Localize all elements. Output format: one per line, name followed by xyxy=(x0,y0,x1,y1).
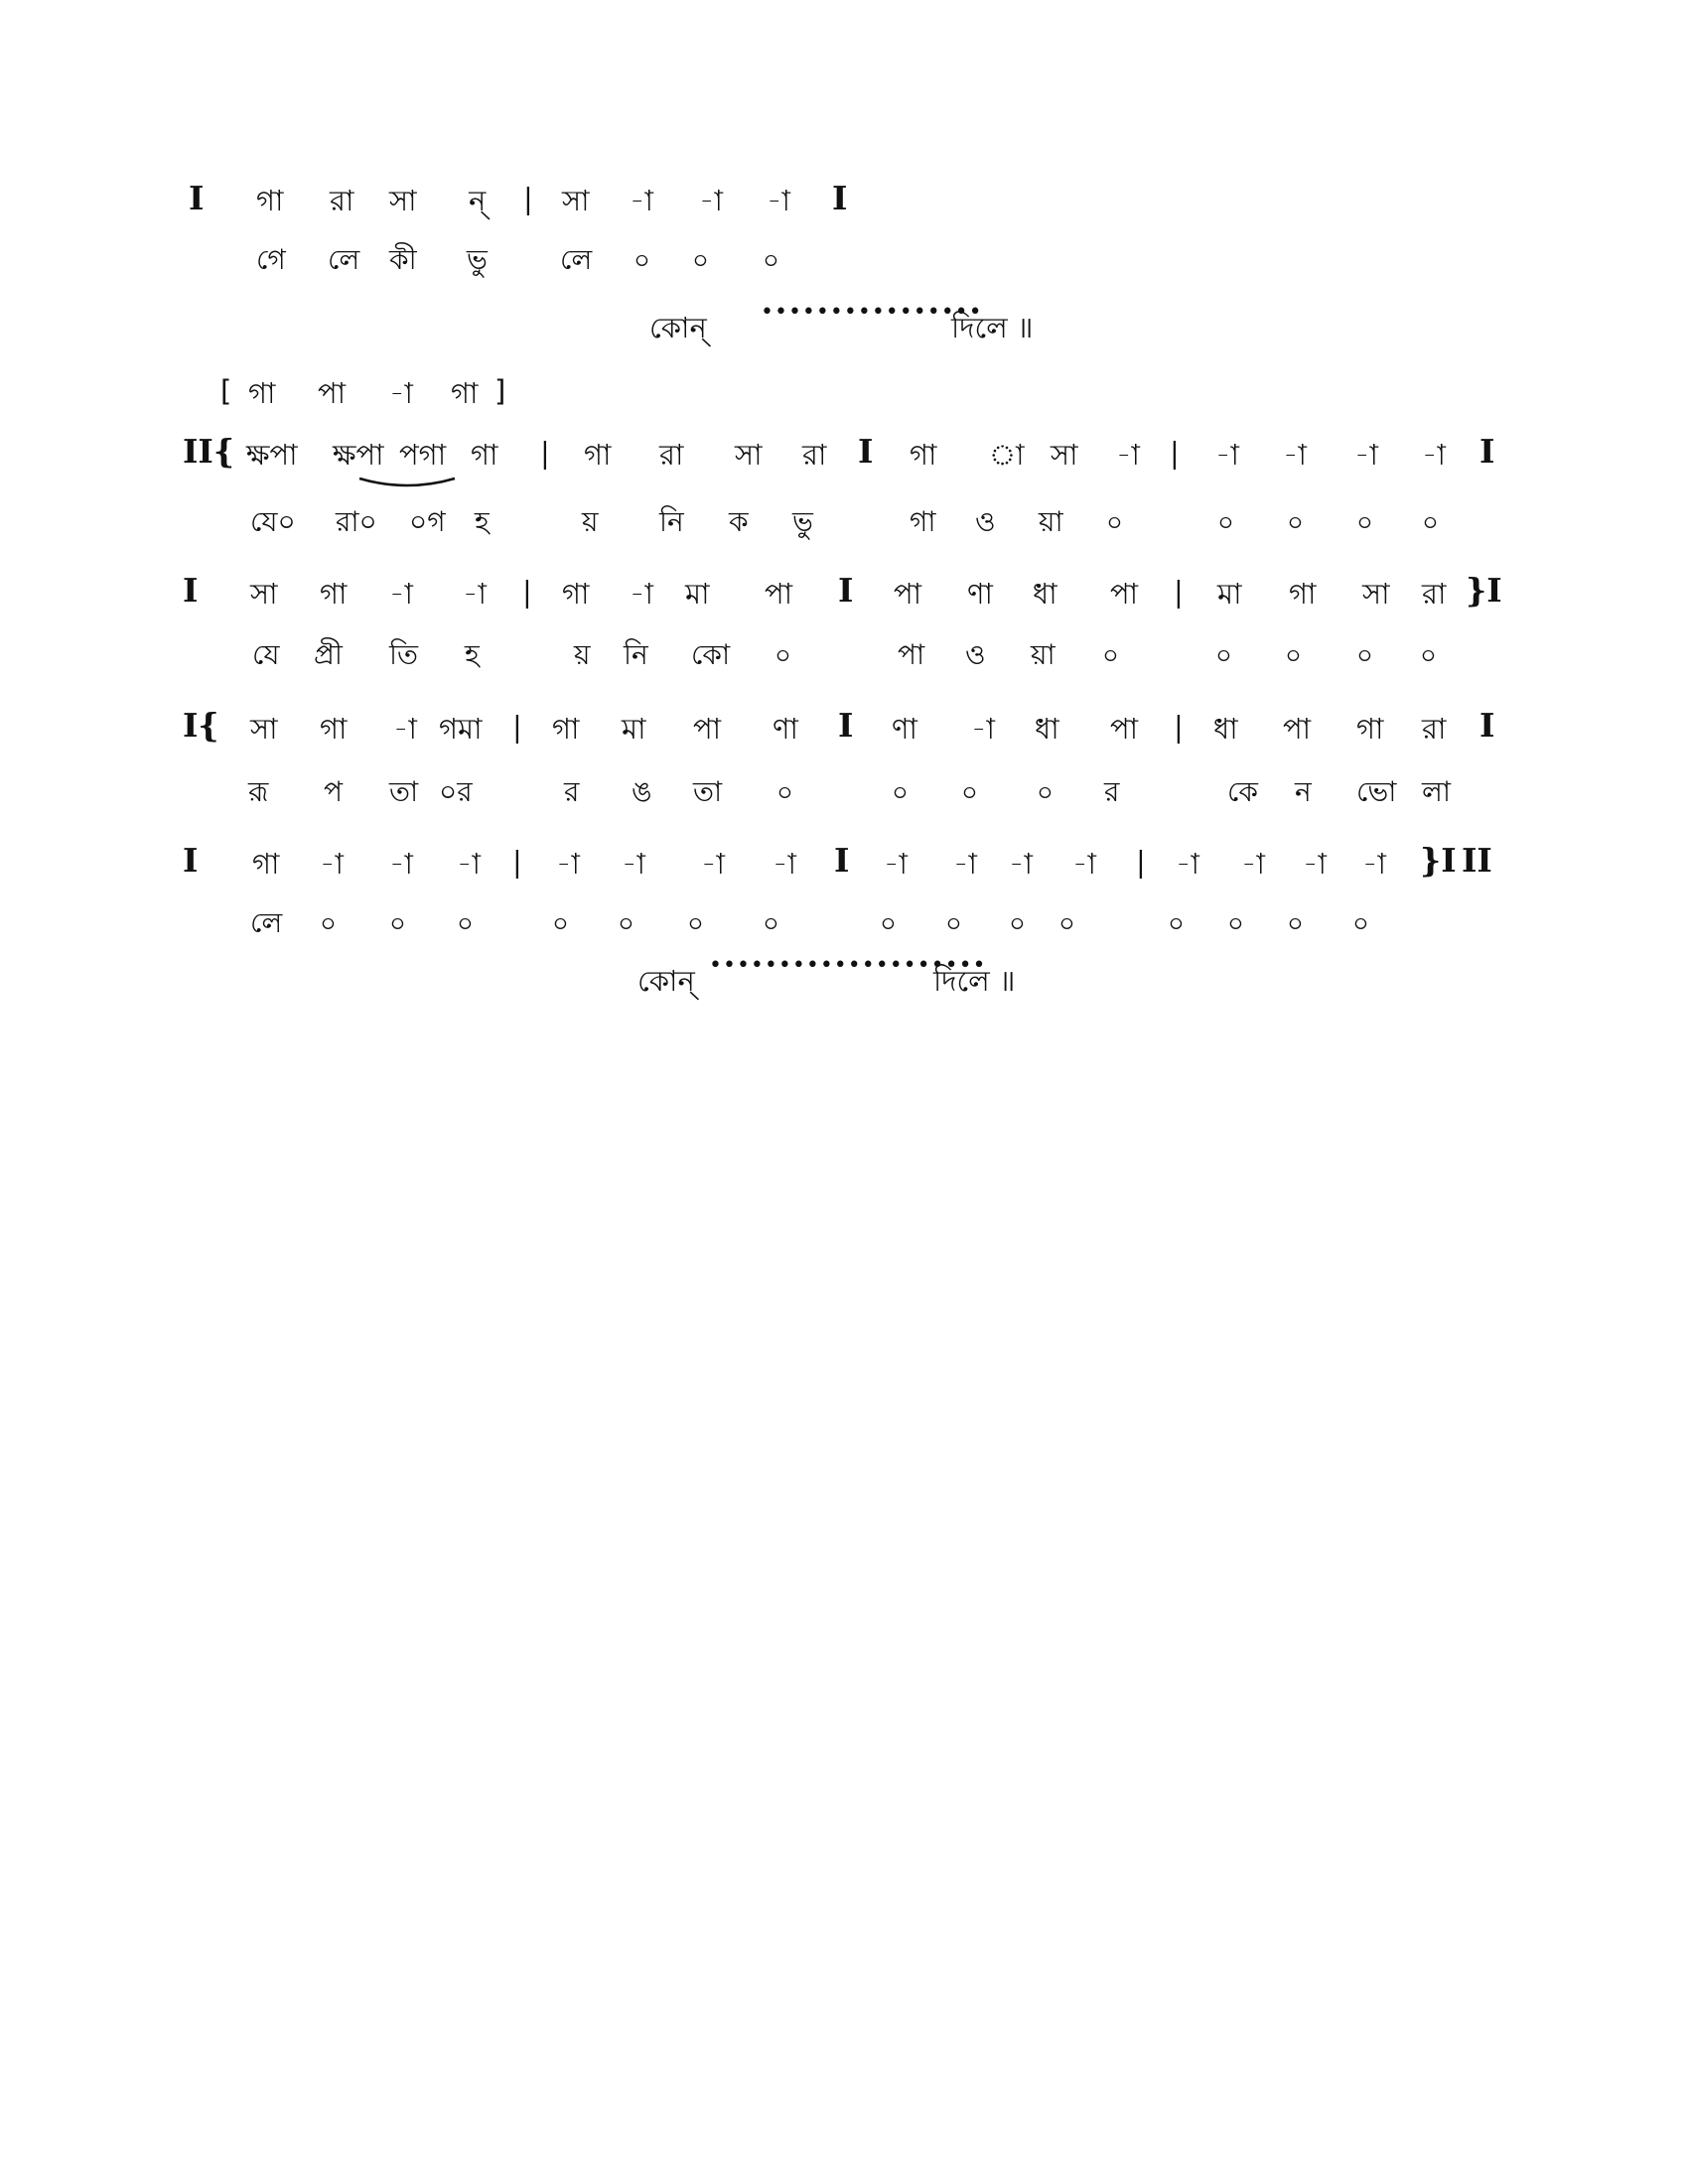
note: া xyxy=(989,438,1025,472)
note: সা xyxy=(1362,577,1390,611)
note: ধা xyxy=(1033,577,1057,611)
note: সা xyxy=(250,577,278,611)
lyric-syllable: তা xyxy=(693,775,723,808)
bar-mid: I xyxy=(838,571,854,610)
note: পা xyxy=(693,712,722,746)
note: পা xyxy=(1110,577,1139,611)
rest-mark: ০ xyxy=(880,909,897,939)
note: মা xyxy=(685,577,710,611)
beat-bar: | xyxy=(1170,436,1180,470)
note: -া xyxy=(556,847,580,881)
note: -া xyxy=(1362,847,1386,881)
note: পা xyxy=(765,577,793,611)
note: গা xyxy=(256,184,284,217)
refrain-end: দিলে ॥ xyxy=(951,311,1034,344)
note: গা xyxy=(1356,712,1384,746)
bar-start: I xyxy=(183,571,199,610)
refrain-dots: •••••••••••••••• xyxy=(761,300,983,325)
note: -া xyxy=(1422,438,1446,472)
bracket-open: [ xyxy=(220,374,232,408)
lyric-syllable: প xyxy=(324,775,344,808)
beat-bar: | xyxy=(522,575,532,609)
note: -া xyxy=(953,847,977,881)
note: পা xyxy=(318,376,347,410)
lyric-syllable: ভু xyxy=(467,243,488,276)
bar-end: I xyxy=(832,179,848,217)
refrain-start: কোন্ xyxy=(649,311,707,344)
note: গা xyxy=(320,712,348,746)
lyric-syllable: লে xyxy=(250,906,283,939)
note: মা xyxy=(622,712,646,746)
lyric-syllable: নি xyxy=(624,638,648,671)
lyric-syllable: হ xyxy=(465,638,480,671)
refrain-start: কোন্ xyxy=(637,964,695,998)
rest-mark: ০ xyxy=(763,909,779,939)
rest-mark: ০ xyxy=(1215,641,1232,671)
rest-mark: ০ xyxy=(1287,508,1304,538)
beat-bar: | xyxy=(540,436,550,470)
note: -া xyxy=(773,847,796,881)
note: -া xyxy=(1072,847,1096,881)
note: ণা xyxy=(892,712,917,746)
note: -া xyxy=(767,184,790,217)
rest-mark: ০ xyxy=(892,778,909,808)
rest-mark: ০ xyxy=(552,909,569,939)
note: গা xyxy=(910,438,937,472)
lyric-syllable: ০গ xyxy=(409,505,446,538)
bar-repeat-start: I{ xyxy=(183,706,219,745)
lyric-syllable: ক xyxy=(729,505,749,538)
note: গা xyxy=(562,577,590,611)
rest-mark: ০ xyxy=(774,641,791,671)
rest-mark: ০ xyxy=(945,909,962,939)
rest-mark: ০ xyxy=(1356,508,1373,538)
lyric-syllable: নি xyxy=(659,505,684,538)
note: সা xyxy=(250,712,278,746)
note: রা xyxy=(1422,712,1447,746)
lyric-syllable: রূ xyxy=(248,775,269,808)
bar-start: II{ xyxy=(183,432,235,471)
lyric-syllable: র xyxy=(1104,775,1120,808)
lyric-syllable: য়া xyxy=(1039,505,1063,538)
note: -া xyxy=(701,847,725,881)
note: গা xyxy=(1289,577,1317,611)
note: -া xyxy=(389,847,413,881)
lyric-syllable: যে xyxy=(252,638,280,671)
bar-mid: I xyxy=(838,706,854,745)
note: রা xyxy=(659,438,684,472)
lyric-syllable: য় xyxy=(582,505,599,538)
note: -া xyxy=(1116,438,1140,472)
note: -া xyxy=(971,712,995,746)
rest-mark: ০ xyxy=(618,909,634,939)
lyric-syllable: ও xyxy=(965,638,986,671)
rest-mark: ০ xyxy=(687,909,704,939)
note: ণা xyxy=(773,712,798,746)
rest-mark: ০ xyxy=(763,246,779,276)
note: ক্ষপা xyxy=(246,438,298,472)
note: সা xyxy=(389,184,417,217)
rest-mark: ০ xyxy=(1285,641,1302,671)
refrain-end: দিলে ॥ xyxy=(933,964,1016,998)
lyric-syllable: গে xyxy=(256,243,286,276)
beat-bar: | xyxy=(1136,845,1146,879)
note: ধা xyxy=(1035,712,1059,746)
bar-end: I xyxy=(1479,432,1495,471)
bar-repeat-end: }I xyxy=(1420,841,1457,880)
note: পা xyxy=(1110,712,1139,746)
rest-mark: ০ xyxy=(1287,909,1304,939)
lyric-syllable: ঙ xyxy=(632,775,652,808)
rest-mark: ০ xyxy=(1217,508,1234,538)
rest-mark: ০ xyxy=(692,246,709,276)
note: -া xyxy=(699,184,723,217)
rest-mark: ০ xyxy=(1037,778,1054,808)
note: -া xyxy=(1176,847,1199,881)
rest-mark: ০ xyxy=(776,778,793,808)
lyric-syllable: কো xyxy=(691,638,731,671)
lyric-syllable: ০র xyxy=(439,775,473,808)
bar-final: II xyxy=(1462,841,1492,880)
lyric-syllable: প্রী xyxy=(314,638,343,671)
note: রা xyxy=(802,438,827,472)
bar-start: I xyxy=(189,179,205,217)
note: গা xyxy=(451,376,479,410)
note: গা xyxy=(320,577,348,611)
note: পা xyxy=(894,577,922,611)
note: ধা xyxy=(1213,712,1238,746)
rest-mark: ০ xyxy=(389,909,406,939)
note: -া xyxy=(463,577,487,611)
note: রা xyxy=(330,184,354,217)
note: সা xyxy=(1051,438,1078,472)
note: -া xyxy=(1009,847,1033,881)
bar-mid: I xyxy=(834,841,850,880)
note: -া xyxy=(1241,847,1265,881)
note: ণা xyxy=(967,577,993,611)
rest-mark: ০ xyxy=(457,909,474,939)
note: গমা xyxy=(439,712,483,746)
refrain-dots: •••••••••••••••••••• xyxy=(709,953,987,978)
note: -া xyxy=(389,577,413,611)
note: -া xyxy=(1354,438,1378,472)
rest-mark: ০ xyxy=(1356,641,1373,671)
note: -া xyxy=(1215,438,1239,472)
rest-mark: ০ xyxy=(1168,909,1185,939)
note: -া xyxy=(320,847,344,881)
note: রা xyxy=(1422,577,1447,611)
lyric-syllable: কী xyxy=(389,243,417,276)
bar-repeat-end: }I xyxy=(1466,571,1502,610)
lyric-syllable: লে xyxy=(560,243,593,276)
bar-end: I xyxy=(1479,706,1495,745)
note: -া xyxy=(1303,847,1327,881)
note: -া xyxy=(884,847,908,881)
bar-start: I xyxy=(183,841,199,880)
rest-mark: ০ xyxy=(1102,641,1119,671)
note: গা xyxy=(252,847,280,881)
lyric-syllable: ভু xyxy=(792,505,813,538)
lyric-syllable: পা xyxy=(898,638,925,671)
slur-mark xyxy=(357,477,457,492)
lyric-syllable: কে xyxy=(1227,775,1258,808)
note: -া xyxy=(457,847,481,881)
bracket-close: ] xyxy=(494,374,506,408)
beat-bar: | xyxy=(512,845,522,879)
rest-mark: ০ xyxy=(1058,909,1075,939)
note: ক্ষপা xyxy=(333,438,384,472)
rest-mark: ০ xyxy=(961,778,978,808)
lyric-syllable: লা xyxy=(1422,775,1451,808)
beat-bar: | xyxy=(512,710,522,744)
lyric-syllable: ভো xyxy=(1356,775,1397,808)
lyric-syllable: র xyxy=(564,775,580,808)
beat-bar: | xyxy=(1174,575,1184,609)
beat-bar: | xyxy=(523,182,533,215)
rest-mark: ০ xyxy=(1106,508,1123,538)
note: -া xyxy=(622,847,645,881)
note: ন্ xyxy=(469,184,487,217)
lyric-syllable: য়া xyxy=(1031,638,1055,671)
note: মা xyxy=(1217,577,1242,611)
lyric-syllable: লে xyxy=(328,243,360,276)
note: গা xyxy=(471,438,498,472)
rest-mark: ০ xyxy=(1352,909,1369,939)
lyric-syllable: ও xyxy=(975,505,996,538)
lyric-syllable: য় xyxy=(574,638,591,671)
note: পা xyxy=(1283,712,1312,746)
lyric-syllable: গা xyxy=(910,505,936,538)
note: গা xyxy=(584,438,612,472)
rest-mark: ০ xyxy=(1420,641,1437,671)
rest-mark: ০ xyxy=(1009,909,1026,939)
note: গা xyxy=(248,376,276,410)
note: -া xyxy=(1283,438,1307,472)
rest-mark: ০ xyxy=(1227,909,1244,939)
lyric-syllable: তা xyxy=(389,775,419,808)
note: সা xyxy=(735,438,763,472)
rest-mark: ০ xyxy=(1422,508,1439,538)
bar-mid: I xyxy=(858,432,874,471)
lyric-syllable: হ xyxy=(475,505,490,538)
note: -া xyxy=(630,577,653,611)
note: -া xyxy=(389,376,413,410)
note: -া xyxy=(630,184,653,217)
beat-bar: | xyxy=(1174,710,1184,744)
rest-mark: ০ xyxy=(320,909,337,939)
note: পগা xyxy=(399,438,447,472)
rest-mark: ০ xyxy=(633,246,650,276)
lyric-syllable: তি xyxy=(389,638,419,671)
note: গা xyxy=(552,712,580,746)
lyric-syllable: রা০ xyxy=(336,505,377,538)
note: সা xyxy=(562,184,590,217)
note: -া xyxy=(393,712,417,746)
lyric-syllable: যে০ xyxy=(250,505,296,538)
lyric-syllable: ন xyxy=(1295,775,1312,808)
